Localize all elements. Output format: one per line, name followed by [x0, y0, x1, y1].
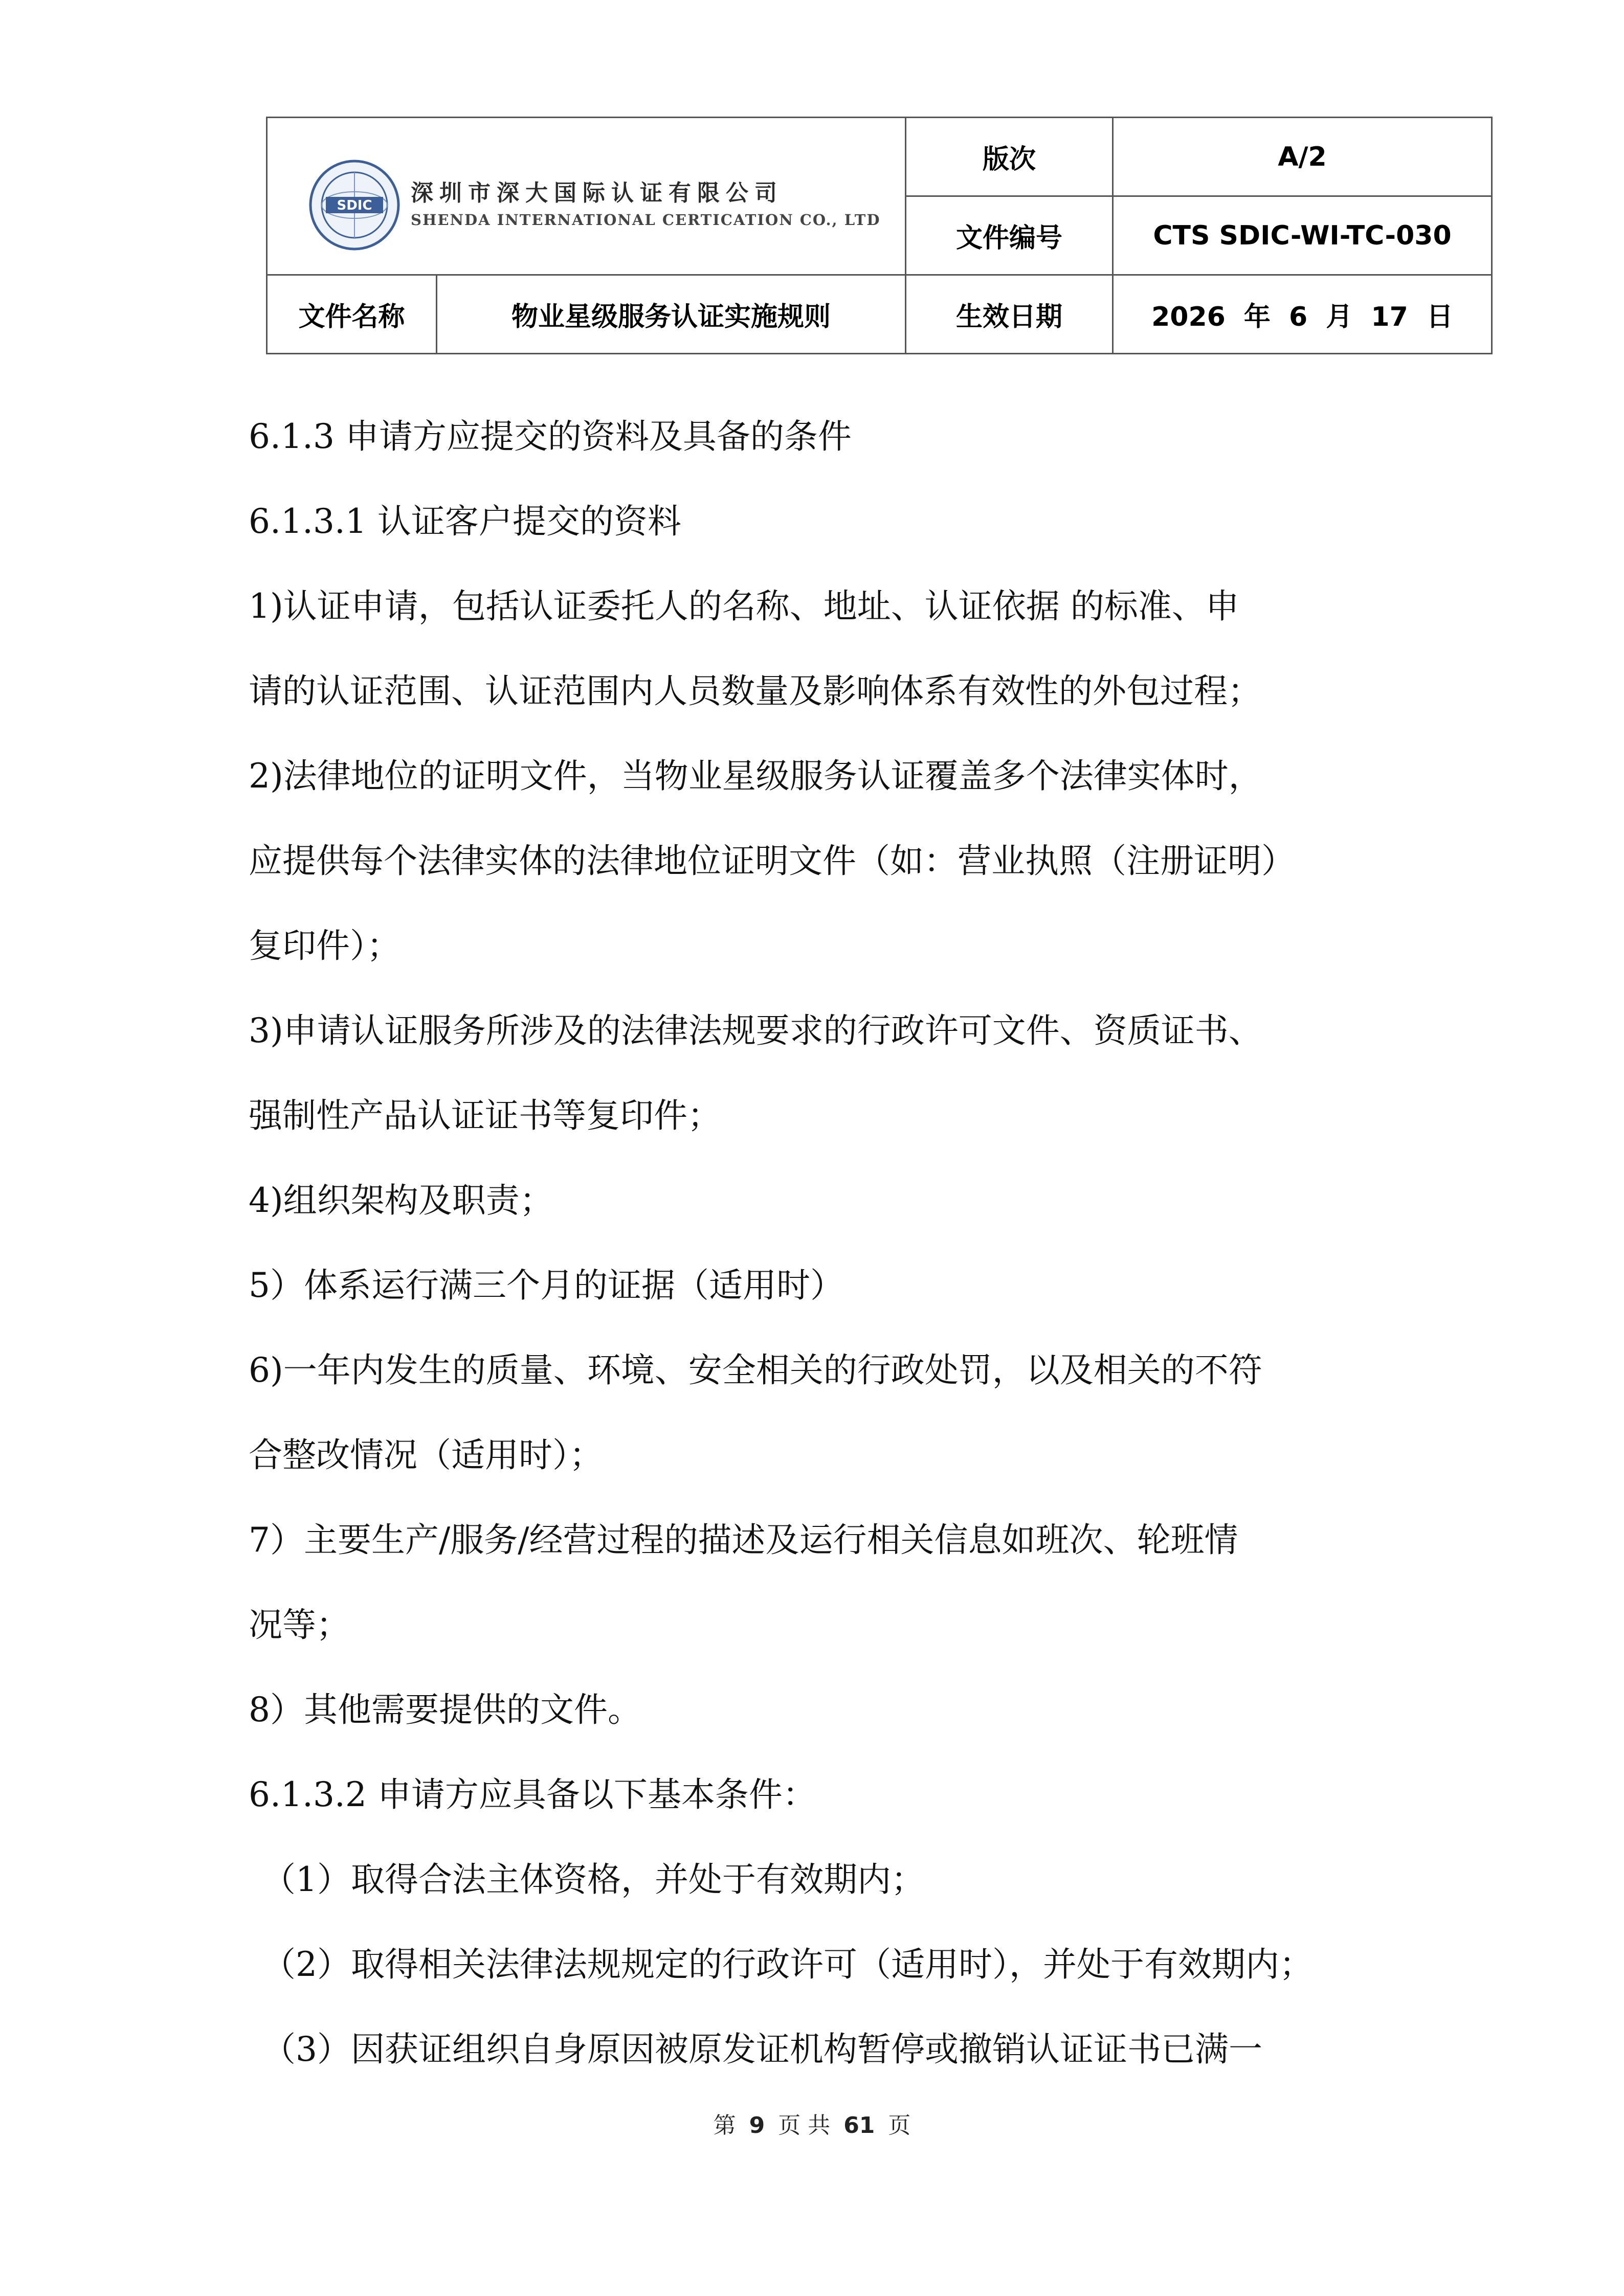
company-seal-icon: [308, 159, 401, 251]
company-name-en: SHENDA INTERNATIONAL CERTICATION CO., LTD: [411, 211, 881, 229]
footer-mid: 页 共: [778, 2112, 831, 2139]
paragraph-line: 3)申请认证服务所涉及的法律法规要求的行政许可文件、资质证书、: [249, 1011, 1262, 1050]
version-value: A/2: [1113, 118, 1492, 196]
version-label: 版次: [906, 118, 1113, 196]
paragraph-line: （1）取得合法主体资格，并处于有效期内；: [262, 1860, 925, 1899]
company-logo: [308, 154, 1127, 256]
paragraph-line: 1)认证申请，包括认证委托人的名称、地址、认证依据 的标准、申: [249, 587, 1239, 626]
document-header-table: [266, 117, 1493, 354]
footer-prefix: 第: [713, 2112, 736, 2139]
paragraph-line: 6)一年内发生的质量、环境、安全相关的行政处罚，以及相关的不符: [249, 1350, 1262, 1390]
document-body: [249, 406, 1405, 2104]
paragraph-line: 合整改情况（适用时）；: [249, 1435, 603, 1475]
paragraph-line: （2）取得相关法律法规规定的行政许可（适用时），并处于有效期内；: [262, 1945, 1313, 1984]
paragraph-line: 请的认证范围、认证范围内人员数量及影响体系有效性的外包过程；: [249, 671, 1261, 711]
paragraph-line: 7）主要生产/服务/经营过程的描述及运行相关信息如班次、轮班情: [249, 1520, 1238, 1560]
effective-date-label: 生效日期: [906, 275, 1113, 354]
document-name-label: 文件名称: [267, 275, 437, 354]
paragraph-line: 2)法律地位的证明文件，当物业星级服务认证覆盖多个法律实体时，: [249, 756, 1262, 796]
document-number-label: 文件编号: [906, 196, 1113, 275]
paragraph-line: 复印件）；: [249, 926, 401, 965]
document-number-value: CTS SDIC-WI-TC-030: [1113, 196, 1492, 275]
company-logo-cell: [267, 118, 906, 275]
company-name-cn: 深圳市深大国际认证有限公司: [411, 180, 783, 206]
footer-suffix: 页: [888, 2112, 911, 2139]
paragraph-line: 强制性产品认证证书等复印件；: [249, 1096, 721, 1135]
section-heading: 6.1.3 申请方应提交的资料及具备的条件: [249, 417, 852, 456]
total-page-count: 61: [843, 2112, 875, 2139]
paragraph-line: 8）其他需要提供的文件。: [249, 1690, 641, 1729]
svg-text:SDIC: SDIC: [337, 198, 372, 213]
subsection-heading: 6.1.3.1 认证客户提交的资料: [249, 502, 681, 541]
current-page-number: 9: [749, 2112, 765, 2139]
paragraph-line: 应提供每个法律实体的法律地位证明文件（如：营业执照（注册证明）: [249, 841, 1295, 881]
document-name-value: 物业星级服务认证实施规则: [437, 275, 906, 354]
paragraph-line: 4)组织架构及职责；: [249, 1181, 553, 1220]
subsection-heading: 6.1.3.2 申请方应具备以下基本条件：: [249, 1775, 816, 1814]
page-footer: [0, 2107, 1624, 2140]
paragraph-line: 5）体系运行满三个月的证据（适用时）: [249, 1266, 844, 1305]
effective-date-value: 2026 年 6 月 17 日: [1113, 275, 1492, 354]
paragraph-line: 况等；: [249, 1605, 350, 1645]
paragraph-line: （3）因获证组织自身原因被原发证机构暂停或撤销认证证书已满一: [262, 2030, 1262, 2069]
